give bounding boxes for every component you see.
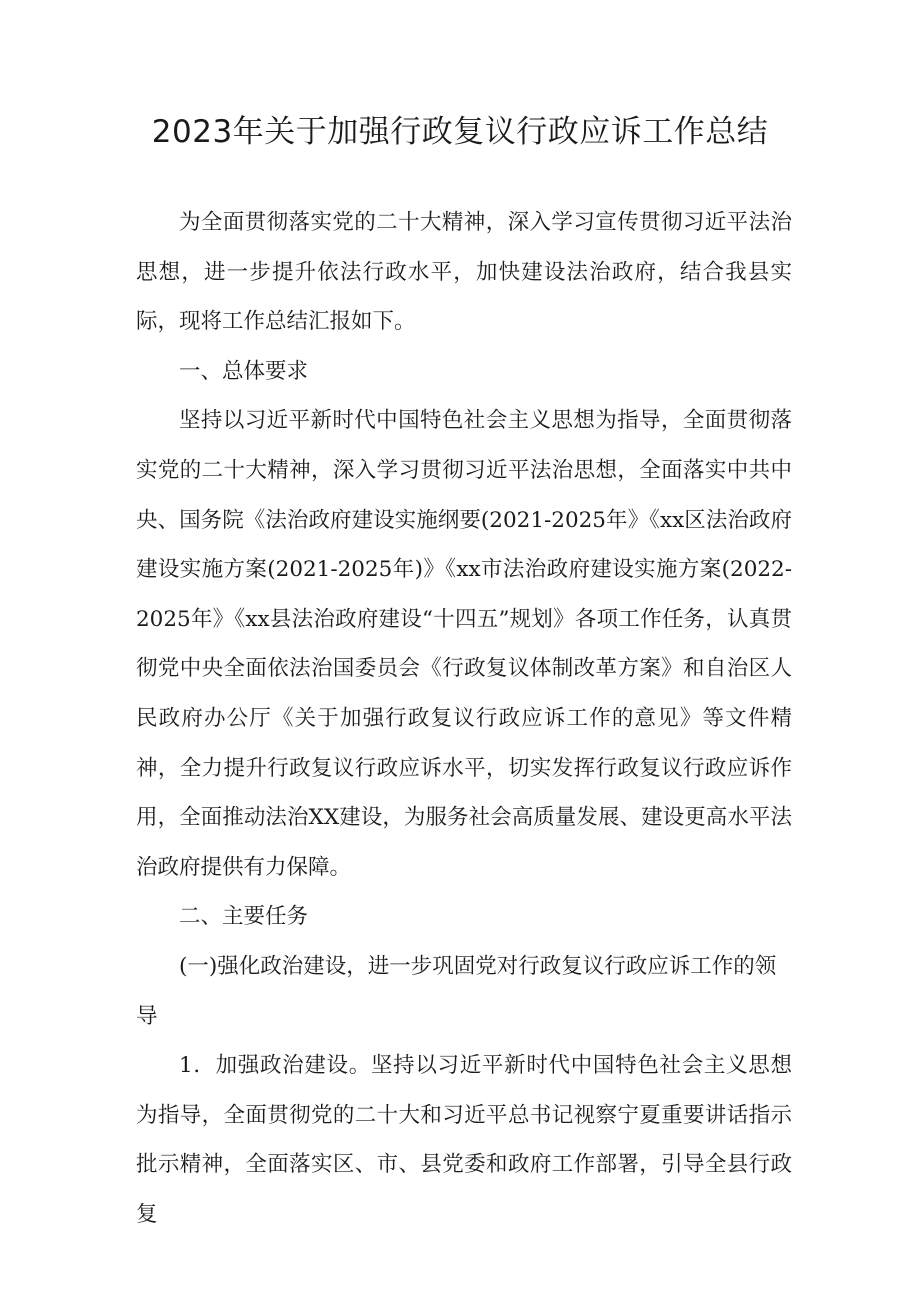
intro-paragraph: 为全面贯彻落实党的二十大精神，深入学习宣传贯彻习近平法治思想，进一步提升依法行政水平，加快建设法治政府，结合我县实际，现将工作总结汇报如下。 (136, 210, 792, 335)
section-1-paragraph: 坚持以习近平新时代中国特色社会主义思想为指导，全面贯彻落实党的二十大精神，深入学习贯彻习近平法治思想，全面落实中共中央、国务院《法治政府建设实施纲要(2021-2025年》《xx区法治政府建设实施方案(2021-2025年)》《xx市法治政府建设实施方案(2022-2025年》《xx县法治政府建设“十四五”规划》各项工作任务，认真贯彻党中央全面依法治国委员会《行政复议体制改革方案》和自治区人民政府办公厅《关于加强行政复议行政应诉工作的意见》等文件精神，全力提升行政复议行政应诉水平，切实发挥行政复议行政应诉作用，全面推动法治XX建设，为服务社会高质量发展、建设更高水平法治政府提供有力保障。 (136, 408, 792, 880)
section-2-heading: 二、主要任务 (179, 904, 309, 930)
document-title: 2023年关于加强行政复议行政应诉工作总结 (151, 114, 769, 150)
item-1-paragraph: 1．加强政治建设。坚持以习近平新时代中国特色社会主义思想为指导，全面贯彻党的二十大和习近平总书记视察宁夏重要讲话指示批示精神，全面落实区、市、县党委和政府工作部署，引导全县行政复 (136, 1053, 792, 1227)
document-body (136, 198, 792, 1239)
subsection-1-heading: (一)强化政治建设，进一步巩固党对行政复议行政应诉工作的领导 (136, 953, 777, 1029)
section-1-heading: 一、总体要求 (179, 358, 309, 384)
